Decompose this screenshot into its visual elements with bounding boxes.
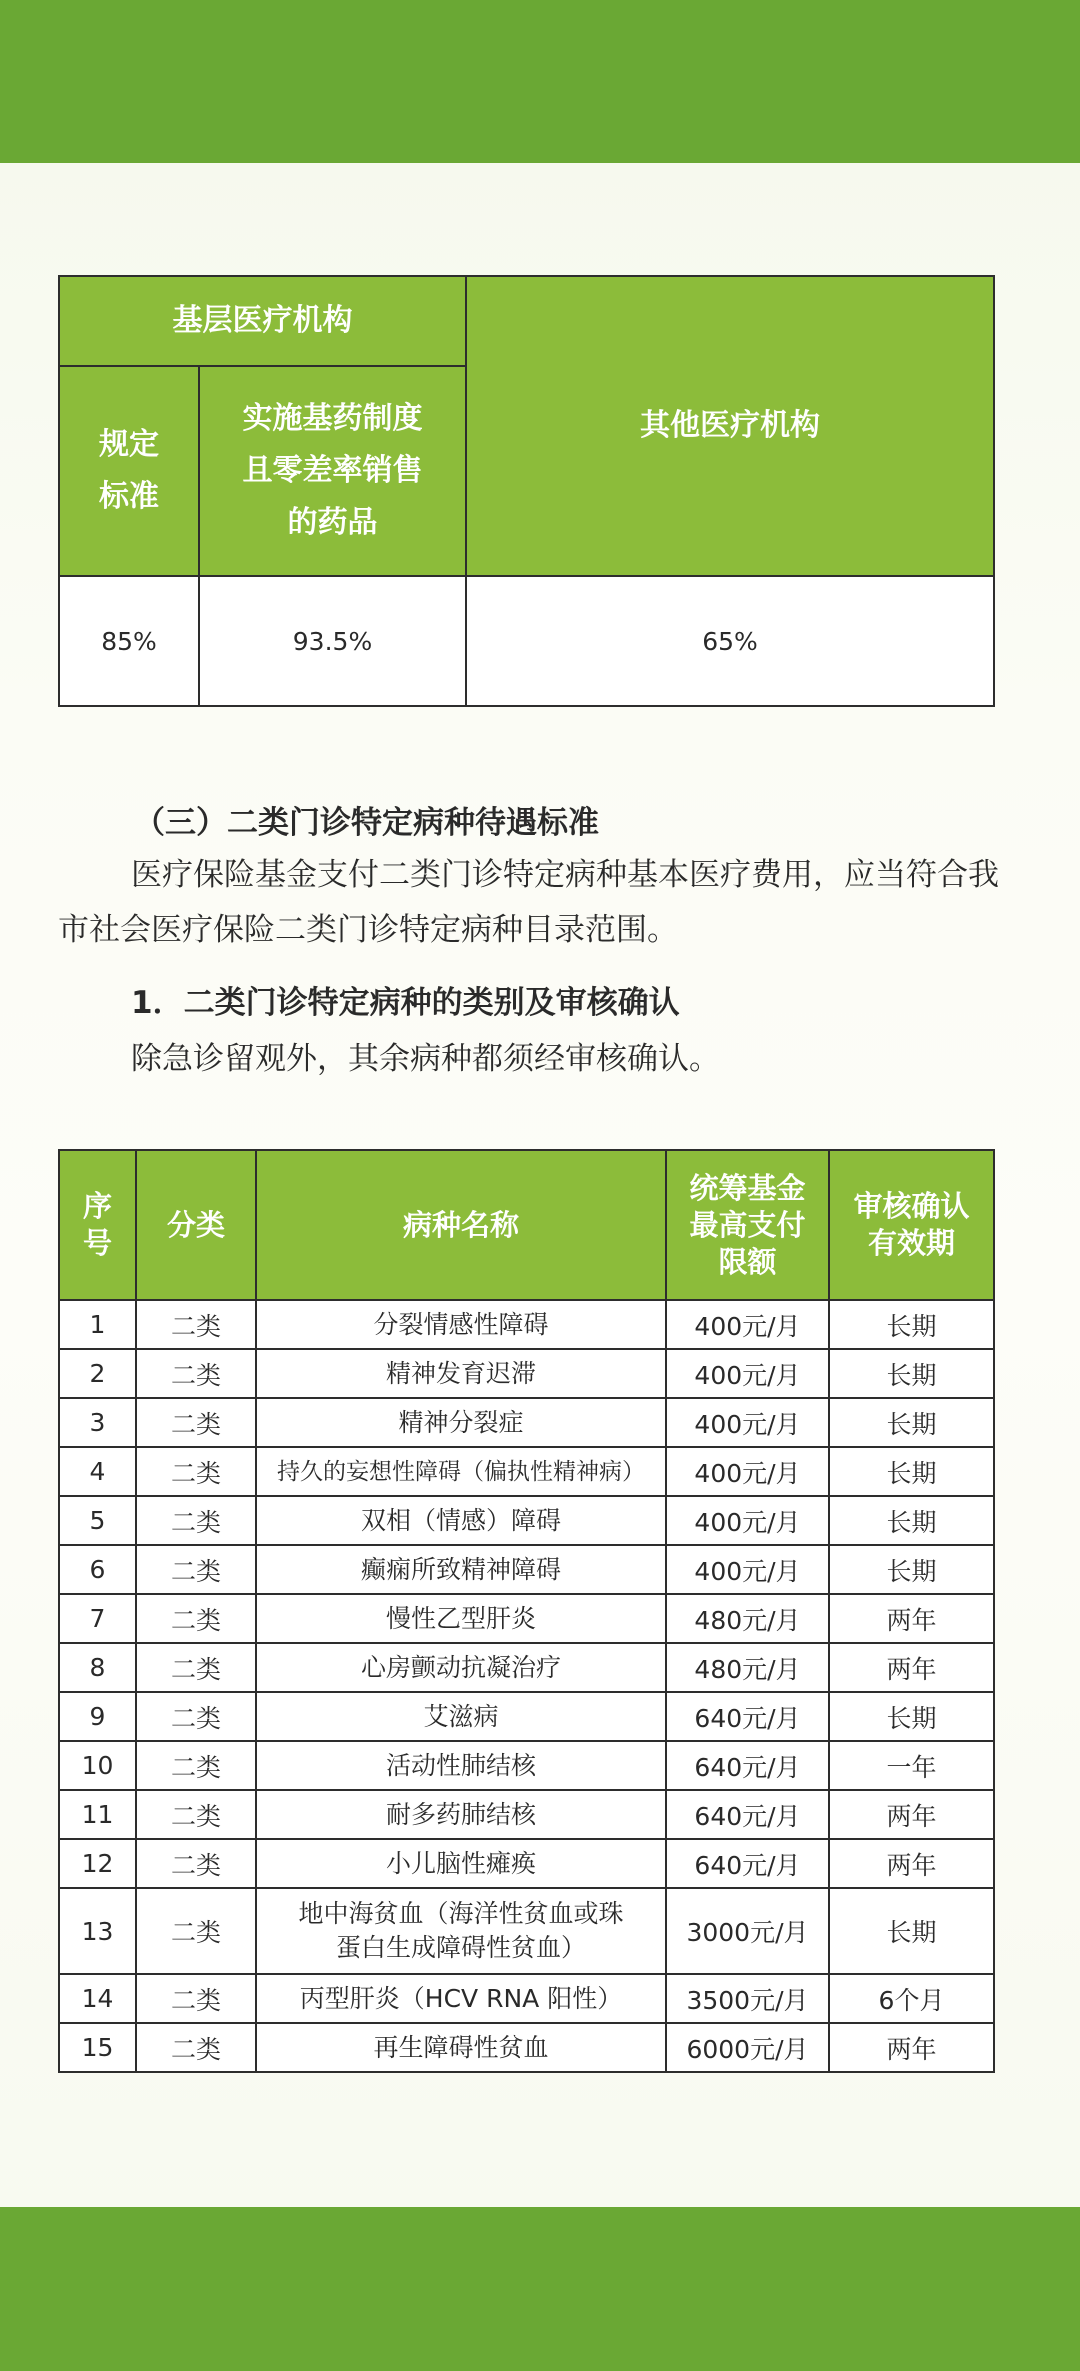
header-standard-line-1: 规定: [99, 427, 159, 462]
row-disease-name: 再生障碍性贫血: [256, 2023, 666, 2072]
row-category: 二类: [136, 1741, 256, 1790]
row-limit: 400元/月: [666, 1545, 829, 1594]
header-standard-line-2: 标准: [99, 479, 159, 514]
table-row: [59, 1839, 994, 1888]
row-category: 二类: [136, 1888, 256, 1974]
row-validity: 两年: [829, 1839, 994, 1888]
header-validity: [829, 1150, 994, 1300]
row-validity: 长期: [829, 1300, 994, 1349]
row-no: 13: [59, 1888, 136, 1974]
row-validity: 两年: [829, 1790, 994, 1839]
row-disease-name: 耐多药肺结核: [256, 1790, 666, 1839]
header-disease-name: 病种名称: [256, 1150, 666, 1300]
table-row: [59, 1692, 994, 1741]
subsection-note: 除急诊留观外，其余病种都须经审核确认。: [131, 1041, 720, 1077]
top-green-band: [0, 0, 1080, 163]
disease-table: [58, 1149, 995, 2073]
table-row: [59, 1300, 994, 1349]
header-validity-line-2: 有效期: [867, 1226, 955, 1260]
header-standard: [59, 366, 199, 576]
row-validity: 两年: [829, 1594, 994, 1643]
header-validity-line-1: 审核确认: [853, 1189, 970, 1223]
table-row: [59, 1349, 994, 1398]
row-no: 8: [59, 1643, 136, 1692]
row-no: 11: [59, 1790, 136, 1839]
table-row: [59, 1496, 994, 1545]
disease-table-header: [59, 1150, 994, 1300]
header-essential-line-1: 实施基药制度: [242, 401, 423, 436]
row-category: 二类: [136, 2023, 256, 2072]
row-no: 9: [59, 1692, 136, 1741]
section-title: （三）二类门诊特定病种待遇标准: [134, 805, 599, 841]
row-validity: 长期: [829, 1447, 994, 1496]
row-no: 10: [59, 1741, 136, 1790]
row-category: 二类: [136, 1447, 256, 1496]
header-limit-line-3: 限额: [718, 1244, 777, 1279]
table-row: [59, 1741, 994, 1790]
row-no: 12: [59, 1839, 136, 1888]
header-payment-limit: [666, 1150, 829, 1300]
row-disease-name: 丙型肝炎（HCV RNA 阳性）: [256, 1974, 666, 2023]
row-limit: 400元/月: [666, 1300, 829, 1349]
row-validity: 长期: [829, 1349, 994, 1398]
row-category: 二类: [136, 1643, 256, 1692]
row-no: 4: [59, 1447, 136, 1496]
row-validity: 长期: [829, 1692, 994, 1741]
table-row: [59, 1594, 994, 1643]
row-no: 1: [59, 1300, 136, 1349]
row-no: 2: [59, 1349, 136, 1398]
table-row: [59, 1974, 994, 2023]
table-row: [59, 1398, 994, 1447]
row-validity: 长期: [829, 1545, 994, 1594]
row-category: 二类: [136, 1300, 256, 1349]
section-paragraph: 医疗保险基金支付二类门诊特定病种基本医疗费用，应当符合我市社会医疗保险二类门诊特定病种目录范围。: [58, 857, 999, 948]
row-disease-name: 癫痫所致精神障碍: [256, 1545, 666, 1594]
row-validity: 6个月: [829, 1974, 994, 2023]
row-no: 6: [59, 1545, 136, 1594]
row-category: 二类: [136, 1545, 256, 1594]
row-no: 15: [59, 2023, 136, 2072]
header-seq-line-1: 序: [82, 1189, 112, 1223]
row-validity: 长期: [829, 1888, 994, 1974]
row-category: 二类: [136, 1398, 256, 1447]
row-disease-name: 双相（情感）障碍: [256, 1496, 666, 1545]
row-limit: 3000元/月: [666, 1888, 829, 1974]
table-row: [59, 2023, 994, 2072]
row-limit: 3500元/月: [666, 1974, 829, 2023]
row-disease-name: 小儿脑性瘫痪: [256, 1839, 666, 1888]
row-validity: 一年: [829, 1741, 994, 1790]
value-other: 65%: [466, 576, 994, 706]
subsection-title: 1．二类门诊特定病种的类别及审核确认: [131, 985, 680, 1021]
table-row: [59, 1545, 994, 1594]
row-category: 二类: [136, 1790, 256, 1839]
row-disease-name: 持久的妄想性障碍（偏执性精神病）: [256, 1447, 666, 1496]
table-row: [59, 1888, 994, 1974]
header-category: 分类: [136, 1150, 256, 1300]
row-limit: 640元/月: [666, 1692, 829, 1741]
row-validity: 长期: [829, 1496, 994, 1545]
table-row: [59, 1447, 994, 1496]
row-disease-name: 分裂情感性障碍: [256, 1300, 666, 1349]
header-limit-line-1: 统筹基金: [689, 1170, 806, 1205]
row-category: 二类: [136, 1594, 256, 1643]
header-seq-line-2: 号: [82, 1226, 112, 1260]
row-no: 3: [59, 1398, 136, 1447]
payment-ratio-table: [58, 275, 995, 707]
row-no: 7: [59, 1594, 136, 1643]
value-essential: 93.5%: [199, 576, 466, 706]
row-category: 二类: [136, 1692, 256, 1741]
row-disease-name: [256, 1888, 666, 1974]
header-limit-line-2: 最高支付: [689, 1207, 806, 1242]
row-limit: 400元/月: [666, 1398, 829, 1447]
row-category: 二类: [136, 1839, 256, 1888]
row-disease-name: 精神分裂症: [256, 1398, 666, 1447]
row-limit: 480元/月: [666, 1643, 829, 1692]
row-validity: 两年: [829, 2023, 994, 2072]
row-limit: 640元/月: [666, 1839, 829, 1888]
row-limit: 400元/月: [666, 1496, 829, 1545]
row-disease-name: 心房颤动抗凝治疗: [256, 1643, 666, 1692]
value-standard: 85%: [59, 576, 199, 706]
row-disease-name-line-1: 地中海贫血（海洋性贫血或珠: [298, 1899, 624, 1928]
row-limit: 400元/月: [666, 1447, 829, 1496]
header-seq: [59, 1150, 136, 1300]
table-row: [59, 1643, 994, 1692]
row-disease-name: 艾滋病: [256, 1692, 666, 1741]
row-limit: 640元/月: [666, 1741, 829, 1790]
row-disease-name: 慢性乙型肝炎: [256, 1594, 666, 1643]
row-validity: 长期: [829, 1398, 994, 1447]
header-other-institutions: 其他医疗机构: [466, 276, 994, 576]
row-disease-name-line-2: 蛋白生成障碍性贫血）: [335, 1933, 586, 1962]
row-category: 二类: [136, 1974, 256, 2023]
row-no: 5: [59, 1496, 136, 1545]
header-essential-drugs: [199, 366, 466, 576]
row-limit: 480元/月: [666, 1594, 829, 1643]
table-row: [59, 1790, 994, 1839]
row-limit: 400元/月: [666, 1349, 829, 1398]
header-essential-line-3: 的药品: [287, 505, 378, 540]
header-grassroots: 基层医疗机构: [59, 276, 466, 366]
row-category: 二类: [136, 1349, 256, 1398]
row-no: 14: [59, 1974, 136, 2023]
row-validity: 两年: [829, 1643, 994, 1692]
row-limit: 640元/月: [666, 1790, 829, 1839]
header-essential-line-2: 且零差率销售: [242, 453, 423, 488]
bottom-green-band: [0, 2207, 1080, 2371]
row-disease-name: 活动性肺结核: [256, 1741, 666, 1790]
row-disease-name: 精神发育迟滞: [256, 1349, 666, 1398]
row-category: 二类: [136, 1496, 256, 1545]
row-limit: 6000元/月: [666, 2023, 829, 2072]
